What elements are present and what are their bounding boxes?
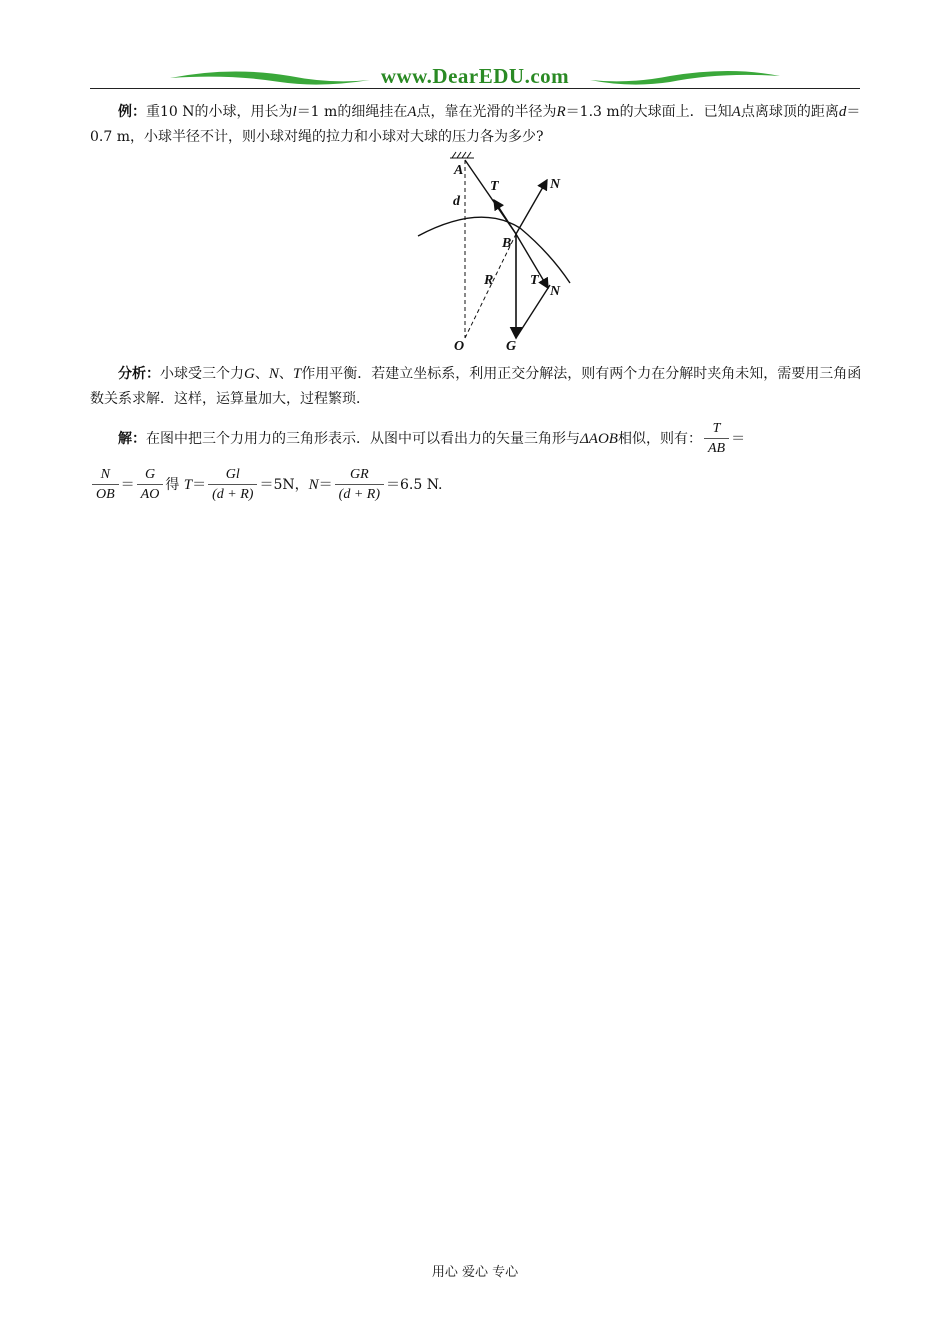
normal-arrow — [516, 180, 547, 234]
triangle-normal-side — [516, 285, 550, 338]
fraction-N-OB: $\frac{N}{OB}$ — [92, 466, 119, 505]
example-label: 例： — [118, 104, 146, 120]
label-R: R — [484, 273, 494, 288]
analysis-paragraph: 分析：小球受三个力G、N、T作用平衡．若建立坐标系，利用正交分解法，则有两个力在分解时夹角未知，需要用三角函数关系求解．这样，运算量加大，过程繁琐． — [90, 366, 862, 407]
fraction-Gl: $\frac{Gl}{(d + R)}$ — [208, 466, 257, 505]
page-footer: 用心 爱心 专心 — [431, 1265, 519, 1280]
label-O: O — [454, 339, 465, 354]
label-B: B — [502, 236, 512, 251]
label-T: T — [490, 179, 499, 194]
page-header — [90, 60, 860, 92]
solution-paragraph: 解：在图中把三个力用力的三角形表示．从图中可以看出力的矢量三角形与ΔAOB相似，则有： $\frac{T}{AB}$ ＝ $\frac{N}{OB}$ ＝ $\frac{G}{AO}$ 得 T＝ $\frac{Gl}{(d + R)}$ ＝5N，N＝ $\frac{GR}{(d + R)}$ ＝6.5 N. — [90, 416, 862, 508]
ceiling-hatch — [450, 152, 474, 158]
force-diagram — [410, 148, 580, 358]
tension-arrow — [494, 200, 516, 234]
fraction-GR: $\frac{GR}{(d + R)}$ — [335, 466, 384, 505]
fraction-T-AB: $\frac{T}{AB}$ — [704, 420, 729, 459]
sphere-arc — [418, 217, 570, 283]
header-rule — [90, 88, 860, 89]
label-N-triangle: N — [550, 284, 561, 299]
label-G: G — [506, 339, 517, 354]
label-T-triangle: T — [530, 273, 539, 288]
analysis-label: 分析： — [118, 366, 160, 382]
label-A: A — [454, 163, 464, 178]
site-logo: www.DearEDU.com — [380, 64, 570, 88]
label-N: N — [550, 177, 561, 192]
solution-label: 解： — [118, 431, 146, 447]
example-paragraph: 例：重10 N的小球，用长为l＝1 m的细绳挂在A点，靠在光滑的半径为R＝1.3 m的大球面上．已知A点离球顶的距离d＝0.7 m，小球半径不计，则小球对绳的拉力和小球对大球的压力各为多少? — [90, 104, 861, 145]
fraction-G-AO: $\frac{G}{AO}$ — [137, 466, 164, 505]
label-d: d — [453, 194, 460, 209]
